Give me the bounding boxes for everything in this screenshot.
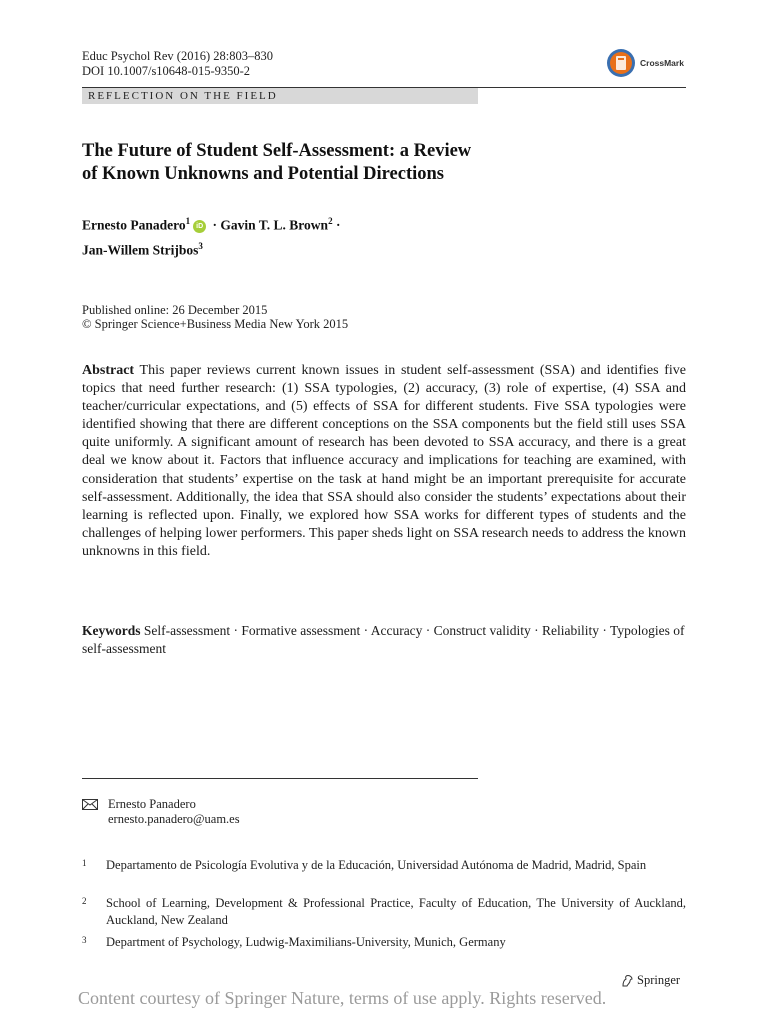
article-title xyxy=(82,140,642,186)
affiliation-text: School of Learning, Development & Professional Practice, Faculty of Education, The University of Auckland, Auckland, New Zealand xyxy=(106,896,686,927)
keywords-label: Keywords xyxy=(82,623,141,638)
crossmark-label: CrossMark xyxy=(640,58,684,68)
author-separator: · xyxy=(335,217,341,233)
affiliation-ref[interactable]: 2 xyxy=(328,216,333,226)
doi-line[interactable]: DOI 10.1007/s10648-015-9350-2 xyxy=(82,64,251,78)
published-online: Published online: 26 December 2015 xyxy=(82,303,268,317)
affiliation-2 xyxy=(82,895,686,929)
envelope-icon xyxy=(82,799,98,810)
title-line-1: The Future of Student Self-Assessment: a Review xyxy=(82,141,472,161)
journal-line: Educ Psychol Rev (2016) 28:803–830 xyxy=(82,49,273,63)
journal-citation xyxy=(82,49,273,79)
crossmark-icon xyxy=(606,48,636,78)
abstract-label: Abstract xyxy=(82,363,135,378)
footnote-rule xyxy=(82,778,478,779)
springer-logo[interactable] xyxy=(620,973,680,988)
affiliation-number: 1 xyxy=(82,858,87,868)
corresponding-email[interactable]: ernesto.panadero@uam.es xyxy=(108,812,240,826)
publication-info xyxy=(82,303,348,331)
author-name[interactable]: Ernesto Panadero xyxy=(82,217,186,233)
affiliation-ref[interactable]: 1 xyxy=(185,216,191,226)
abstract-text: This paper reviews current known issues in student self-assessment (SSA) and identifies five topics that need further research: (1) SSA typologies, (2) accuracy, (3) role of expertise, (4) SSA and teacher/curricular expectations, and (5) effects of SSA for different students. Five SSA typologies were identified showing that there are different conceptions on the SSA components but the field still uses SSA quite uniformly. A significant amount of research has been devoted to SSA accuracy, and there is a great deal we know about it. Factors that influence accuracy and implications for teaching are examined, with consideration that students’ expertise on the task at hand might be an important prerequisite for accurate self-assessment. Additionally, the idea that SSA should also consider the students’ expectations about their learning is reflected upon. Finally, we explored how SSA works for different types of students and the challenges of helping lower performers. This paper sheds light on SSA research needs to address the known unknowns in this field. xyxy=(82,363,686,559)
affiliation-number: 2 xyxy=(82,896,87,906)
keywords xyxy=(82,622,686,658)
section-banner: REFLECTION ON THE FIELD xyxy=(82,88,478,104)
title-line-2: of Known Unknowns and Potential Directions xyxy=(82,164,445,184)
affiliation-number: 3 xyxy=(82,935,87,945)
affiliation-1 xyxy=(82,857,686,891)
author-list xyxy=(82,211,642,260)
author-line-2 xyxy=(82,236,642,261)
crossmark-badge[interactable] xyxy=(606,48,684,78)
affiliation-text: Departamento de Psicología Evolutiva y de la Educación, Universidad Autónoma de Madrid, Madrid, Spain xyxy=(106,858,647,872)
affiliation-ref[interactable]: 3 xyxy=(198,240,203,251)
springer-label: Springer xyxy=(637,973,681,987)
author-line-1 xyxy=(82,211,642,236)
affiliation-text: Department of Psychology, Ludwig-Maximilians-University, Munich, Germany xyxy=(106,935,506,949)
keywords-text: Self-assessment · Formative assessment · Accuracy · Construct validity · Reliability · Typologies of self-assessment xyxy=(82,623,685,656)
abstract xyxy=(82,362,686,561)
courtesy-notice: Content courtesy of Springer Nature, terms of use apply. Rights reserved. xyxy=(78,988,607,1008)
corresponding-name: Ernesto Panadero xyxy=(108,797,196,811)
copyright-notice: © Springer Science+Business Media New York 2015 xyxy=(82,317,349,331)
affiliation-3 xyxy=(82,934,686,951)
author-name[interactable]: Jan-Willem Strijbos xyxy=(82,242,199,257)
orcid-icon[interactable]: iD xyxy=(193,220,206,233)
author-separator: · xyxy=(212,217,218,233)
springer-horse-icon xyxy=(620,974,634,988)
author-name[interactable]: Gavin T. L. Brown xyxy=(220,217,329,233)
